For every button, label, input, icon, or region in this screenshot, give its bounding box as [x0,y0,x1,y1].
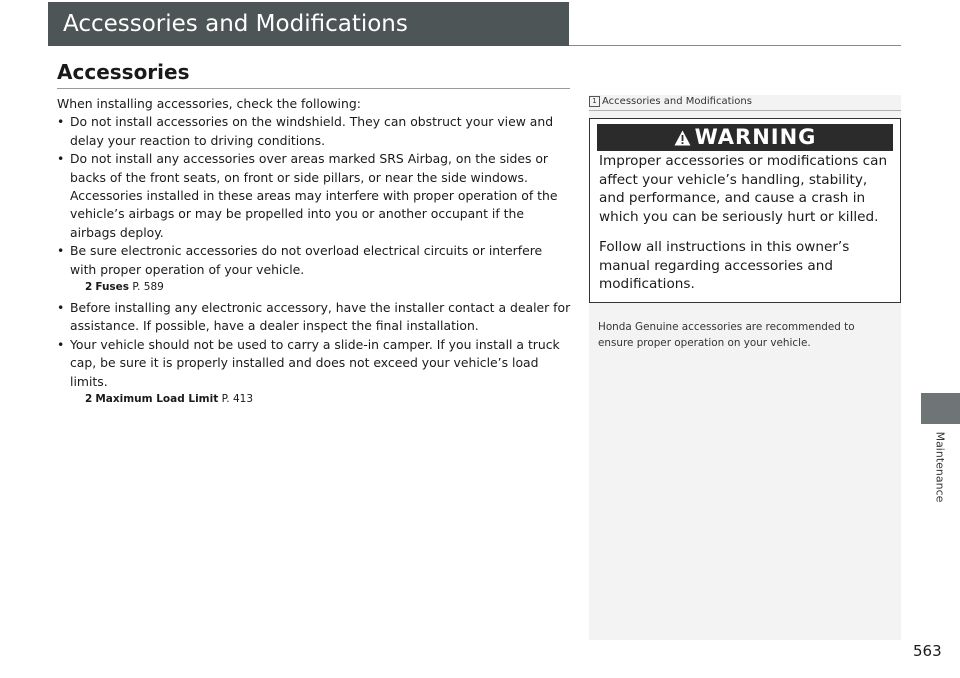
warning-box [589,118,901,303]
bullet-icon: • [57,243,65,259]
reference-page: P. 413 [221,393,254,406]
reference-name[interactable]: Maximum Load Limit [95,393,219,406]
chapter-tab-label: Maintenance [933,431,947,503]
list-item: • Be sure electronic accessories do not overload electrical circuits or interfere with proper operation of your vehicle. [57,242,572,279]
reference-arrow-icon: 2 [85,393,93,406]
chapter-tab[interactable] [921,393,960,424]
bullet-icon: • [57,336,65,352]
warning-label: WARNING [597,124,893,151]
sidebar-header: 1 Accessories and Modifications [589,96,752,107]
warning-triangle-icon [674,130,691,146]
intro-text: When installing accessories, check the following: [57,96,361,111]
main-text-column [57,95,572,411]
cross-reference-load-limit[interactable] [57,392,572,407]
warning-text [599,152,894,306]
reference-arrow-icon: 2 [85,281,93,294]
list-item: • Do not install any accessories over areas marked SRS Airbag, on the sides or backs of the front seats, on front or side pillars, or near the side windows. Accessories installed in these areas may interfere with proper operation of the vehicle’s airbags or may be propelled into you or another occupant if the airbags deploy. [57,150,572,242]
list-item: • Before installing any electronic accessory, have the installer contact a dealer for assistance. If possible, have a dealer inspect the final installation. [57,299,572,336]
cross-reference-fuses[interactable] [57,280,572,295]
bullet-icon: • [57,300,65,316]
chapter-title: Accessories and Modifications [48,2,569,46]
section-heading: Accessories [57,60,190,84]
sidebar-divider [589,110,901,111]
page-number: 563 [913,642,942,660]
list-item: • Do not install accessories on the windshield. They can obstruct your view and delay your reaction to driving conditions. [57,113,572,150]
reference-name[interactable]: Fuses [95,281,130,294]
title-divider [569,45,901,46]
note-number-icon: 1 [589,96,600,107]
list-item: • Your vehicle should not be used to carry a slide-in camper. If you install a truck cap, be sure it is properly installed and does not exceed your vehicle’s load limits. [57,336,572,391]
section-divider [57,88,570,89]
warning-paragraph: Improper accessories or modifications can affect your vehicle’s handling, stability, and performance, and cause a crash in which you can be seriously hurt or killed. [599,153,888,225]
reference-page: P. 589 [132,281,164,294]
sidebar-note: Honda Genuine accessories are recommended to ensure proper operation on your vehicle. [598,321,855,349]
warning-paragraph: Follow all instructions in this owner’s manual regarding accessories and modifications. [599,239,850,292]
bullet-icon: • [57,114,65,130]
bullet-icon: • [57,151,65,167]
